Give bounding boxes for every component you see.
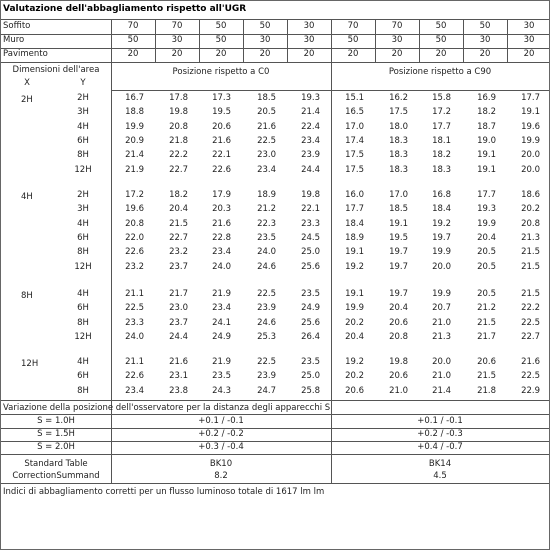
ugr-value-c0: 25.8 xyxy=(301,385,320,396)
ugr-value-c0: 25.6 xyxy=(301,261,320,272)
ugr-value-c90: 19.7 xyxy=(389,247,408,258)
row-y-label: 3H xyxy=(77,204,89,215)
ugr-value-c90: 21.2 xyxy=(477,303,496,314)
ugr-value-c90: 19.3 xyxy=(477,204,496,215)
reflectance-value: 20 xyxy=(127,49,139,59)
reflectance-value: 20 xyxy=(479,49,491,59)
ugr-value-c0: 20.8 xyxy=(169,121,188,132)
variation-c0: +0.1 / -0.1 xyxy=(198,416,244,426)
position-c0-header: Posizione rispetto a C0 xyxy=(172,67,270,77)
ugr-value-c90: 22.2 xyxy=(521,303,540,314)
ugr-value-c90: 19.6 xyxy=(521,121,540,132)
ugr-value-c0: 19.8 xyxy=(301,190,320,200)
row-y-label: 2H xyxy=(77,190,89,200)
ugr-value-c0: 23.9 xyxy=(301,150,320,161)
ugr-value-c90: 21.5 xyxy=(521,289,540,299)
reflectance-value: 70 xyxy=(347,21,359,31)
ugr-value-c90: 15.1 xyxy=(345,93,364,103)
ugr-value-c0: 23.4 xyxy=(257,164,276,175)
standard-table-c0: BK10 xyxy=(209,459,233,469)
ugr-value-c90: 19.1 xyxy=(345,289,364,299)
ugr-value-c90: 18.3 xyxy=(432,164,451,175)
ugr-value-c0: 24.9 xyxy=(212,331,231,342)
ugr-value-c0: 21.4 xyxy=(125,150,144,161)
ugr-value-c90: 21.8 xyxy=(477,385,496,396)
ugr-value-c90: 16.2 xyxy=(389,93,408,103)
ugr-value-c0: 22.6 xyxy=(125,247,144,258)
ugr-value-c90: 19.1 xyxy=(345,247,364,258)
ugr-value-c90: 21.0 xyxy=(432,317,451,328)
ugr-value-c0: 21.2 xyxy=(257,204,276,215)
reflectance-value: 50 xyxy=(259,21,271,31)
ugr-value-c0: 21.9 xyxy=(212,289,231,299)
row-divider xyxy=(1,400,549,401)
reflectance-value: 20 xyxy=(347,49,359,59)
ugr-value-c90: 19.2 xyxy=(345,357,364,367)
ugr-value-c90: 19.0 xyxy=(477,135,496,146)
ugr-value-c90: 17.0 xyxy=(389,190,408,200)
ugr-value-c0: 18.2 xyxy=(169,190,188,200)
ugr-value-c0: 19.3 xyxy=(301,93,320,103)
ugr-value-c0: 22.6 xyxy=(125,371,144,382)
ugr-value-c90: 22.5 xyxy=(521,317,540,328)
ugr-value-c0: 19.5 xyxy=(212,107,231,118)
ugr-value-c0: 17.2 xyxy=(125,190,144,200)
ugr-value-c90: 17.7 xyxy=(521,93,540,103)
ugr-value-c90: 16.8 xyxy=(432,190,451,200)
ugr-value-c0: 22.7 xyxy=(169,232,188,243)
ugr-value-c0: 25.0 xyxy=(301,247,320,258)
ugr-value-c90: 21.3 xyxy=(521,232,540,243)
column-divider xyxy=(287,19,288,62)
row-y-label: 4H xyxy=(77,357,89,367)
ugr-value-c0: 23.5 xyxy=(301,289,320,299)
variation-c0: +0.3 / -0.4 xyxy=(198,442,244,452)
ugr-value-c90: 20.2 xyxy=(345,317,364,328)
ugr-value-c90: 18.7 xyxy=(477,121,496,132)
ugr-value-c0: 25.0 xyxy=(301,371,320,382)
row-divider xyxy=(111,90,549,91)
ugr-value-c0: 21.1 xyxy=(125,289,144,299)
ugr-value-c90: 19.9 xyxy=(432,247,451,258)
row-divider xyxy=(1,62,549,63)
reflectance-value: 30 xyxy=(259,35,271,45)
ugr-value-c0: 20.4 xyxy=(169,204,188,215)
ugr-value-c0: 22.5 xyxy=(125,303,144,314)
ugr-value-c90: 19.1 xyxy=(389,218,408,229)
ugr-value-c90: 21.5 xyxy=(521,247,540,258)
reflectance-value: 30 xyxy=(479,35,491,45)
variation-c90: +0.2 / -0.3 xyxy=(417,429,463,439)
position-c90-header: Posizione rispetto a C90 xyxy=(388,67,492,77)
ugr-value-c90: 18.3 xyxy=(389,164,408,175)
ugr-value-c0: 24.4 xyxy=(169,331,188,342)
ugr-value-c0: 21.8 xyxy=(169,135,188,146)
ugr-value-c90: 19.1 xyxy=(521,107,540,118)
ugr-value-c0: 23.4 xyxy=(212,303,231,314)
x-axis-label: X xyxy=(24,78,30,88)
ugr-value-c0: 22.7 xyxy=(169,164,188,175)
ugr-value-c0: 23.0 xyxy=(169,303,188,314)
ugr-value-c90: 20.4 xyxy=(389,303,408,314)
y-axis-label: Y xyxy=(80,78,86,88)
ugr-value-c0: 21.9 xyxy=(125,164,144,175)
column-divider xyxy=(507,19,508,62)
ugr-value-c0: 21.6 xyxy=(212,218,231,229)
ugr-value-c90: 20.4 xyxy=(345,331,364,342)
reflectance-value: 70 xyxy=(127,21,139,31)
reflectance-value: 20 xyxy=(523,49,535,59)
ugr-value-c0: 24.6 xyxy=(257,317,276,328)
ugr-value-c90: 16.9 xyxy=(477,93,496,103)
ugr-value-c90: 20.8 xyxy=(389,331,408,342)
ugr-value-c0: 18.9 xyxy=(257,190,276,200)
ugr-value-c0: 17.9 xyxy=(212,190,231,200)
column-divider xyxy=(419,19,420,62)
ugr-value-c90: 20.6 xyxy=(477,357,496,367)
ugr-value-c90: 19.9 xyxy=(521,135,540,146)
ugr-value-c0: 18.8 xyxy=(125,107,144,118)
ugr-value-c90: 20.0 xyxy=(432,261,451,272)
ugr-value-c90: 22.9 xyxy=(521,385,540,396)
ugr-value-c90: 22.7 xyxy=(521,331,540,342)
ugr-value-c0: 24.0 xyxy=(212,261,231,272)
ugr-value-c90: 20.2 xyxy=(345,371,364,382)
ugr-value-c0: 20.3 xyxy=(212,204,231,215)
ugr-value-c90: 18.2 xyxy=(477,107,496,118)
ugr-value-c90: 18.3 xyxy=(389,135,408,146)
ugr-value-c90: 20.7 xyxy=(432,303,451,314)
ugr-value-c90: 21.5 xyxy=(477,317,496,328)
correction-c0: 8.2 xyxy=(214,471,228,481)
column-divider xyxy=(375,19,376,62)
ugr-value-c90: 18.3 xyxy=(389,150,408,161)
ugr-value-c90: 20.6 xyxy=(345,385,364,396)
reflectance-value: 30 xyxy=(523,21,535,31)
reflectance-value: 20 xyxy=(435,49,447,59)
ugr-value-c90: 21.5 xyxy=(521,261,540,272)
reflectance-value: 50 xyxy=(435,21,447,31)
ugr-value-c90: 20.6 xyxy=(389,317,408,328)
ugr-value-c90: 21.0 xyxy=(389,385,408,396)
row-divider xyxy=(1,454,549,455)
ugr-value-c0: 19.9 xyxy=(125,121,144,132)
correction-label: CorrectionSummand xyxy=(12,471,100,481)
ugr-value-c0: 22.6 xyxy=(212,164,231,175)
ugr-value-c90: 17.5 xyxy=(389,107,408,118)
ugr-value-c0: 23.7 xyxy=(169,261,188,272)
ugr-value-c0: 19.8 xyxy=(169,107,188,118)
ugr-value-c0: 21.6 xyxy=(212,135,231,146)
variation-c0: +0.2 / -0.2 xyxy=(198,429,244,439)
ugr-value-c90: 17.2 xyxy=(432,107,451,118)
row-y-label: 4H xyxy=(77,289,89,299)
ugr-value-c90: 19.9 xyxy=(432,289,451,299)
ugr-value-c0: 23.9 xyxy=(257,303,276,314)
column-divider xyxy=(463,19,464,62)
ugr-value-c90: 20.6 xyxy=(389,371,408,382)
ugr-value-c90: 19.7 xyxy=(389,289,408,299)
ugr-value-c90: 18.4 xyxy=(432,204,451,215)
ugr-value-c90: 21.4 xyxy=(432,385,451,396)
reflectance-value: 70 xyxy=(171,21,183,31)
ugr-value-c0: 23.4 xyxy=(301,135,320,146)
group-x-label: 4H xyxy=(21,192,33,202)
ugr-value-c0: 22.3 xyxy=(257,218,276,229)
ugr-value-c90: 17.5 xyxy=(345,150,364,161)
ugr-value-c90: 20.4 xyxy=(477,232,496,243)
ugr-value-c0: 23.1 xyxy=(169,371,188,382)
ugr-value-c90: 21.3 xyxy=(432,331,451,342)
ugr-value-c90: 21.7 xyxy=(477,331,496,342)
row-y-label: 6H xyxy=(77,135,89,146)
ugr-value-c0: 21.5 xyxy=(169,218,188,229)
ugr-value-c90: 17.7 xyxy=(432,121,451,132)
group-x-label: 8H xyxy=(21,291,33,301)
ugr-value-c0: 22.1 xyxy=(212,150,231,161)
reflectance-label: Soffito xyxy=(3,21,31,31)
ugr-value-c90: 22.5 xyxy=(521,371,540,382)
ugr-value-c0: 17.3 xyxy=(212,93,231,103)
ugr-value-c0: 22.0 xyxy=(125,232,144,243)
ugr-value-c90: 20.2 xyxy=(521,204,540,215)
column-divider xyxy=(243,19,244,62)
column-divider xyxy=(199,19,200,62)
ugr-value-c0: 21.9 xyxy=(212,357,231,367)
ugr-value-c0: 22.5 xyxy=(257,289,276,299)
reflectance-value: 20 xyxy=(391,49,403,59)
ugr-value-c0: 19.6 xyxy=(125,204,144,215)
ugr-value-c90: 20.8 xyxy=(521,218,540,229)
ugr-value-c90: 18.6 xyxy=(521,190,540,200)
row-y-label: 4H xyxy=(77,218,89,229)
ugr-value-c90: 19.9 xyxy=(345,303,364,314)
ugr-value-c0: 21.4 xyxy=(301,107,320,118)
ugr-value-c90: 19.7 xyxy=(389,261,408,272)
reflectance-value: 30 xyxy=(303,21,315,31)
reflectance-value: 20 xyxy=(259,49,271,59)
ugr-value-c0: 22.5 xyxy=(257,135,276,146)
ugr-value-c90: 19.8 xyxy=(389,357,408,367)
reflectance-value: 30 xyxy=(303,35,315,45)
ugr-value-c0: 24.0 xyxy=(125,331,144,342)
ugr-value-c0: 24.9 xyxy=(301,303,320,314)
ugr-value-c90: 15.8 xyxy=(432,93,451,103)
ugr-value-c0: 24.3 xyxy=(212,385,231,396)
ugr-value-c90: 19.1 xyxy=(477,164,496,175)
ugr-value-c90: 19.2 xyxy=(432,218,451,229)
row-y-label: 12H xyxy=(74,331,92,342)
ugr-value-c0: 24.4 xyxy=(301,164,320,175)
reflectance-value: 50 xyxy=(479,21,491,31)
ugr-value-c90: 19.5 xyxy=(389,232,408,243)
dimensions-header: Dimensioni dell'area xyxy=(12,65,100,75)
ugr-value-c90: 21.6 xyxy=(521,357,540,367)
standard-table-label: Standard Table xyxy=(24,459,88,469)
ugr-value-c0: 23.4 xyxy=(125,385,144,396)
ugr-value-c90: 16.5 xyxy=(345,107,364,118)
ugr-value-c90: 19.9 xyxy=(477,218,496,229)
reflectance-value: 50 xyxy=(435,35,447,45)
reflectance-value: 30 xyxy=(171,35,183,45)
ugr-value-c0: 22.4 xyxy=(301,121,320,132)
group-x-label: 2H xyxy=(21,95,33,105)
ugr-value-c0: 23.2 xyxy=(125,261,144,272)
variation-c90: +0.1 / -0.1 xyxy=(417,416,463,426)
ugr-value-c0: 23.9 xyxy=(257,371,276,382)
ugr-value-c0: 21.7 xyxy=(169,289,188,299)
row-y-label: 8H xyxy=(77,317,89,328)
column-divider xyxy=(111,19,112,62)
row-y-label: 6H xyxy=(77,303,89,314)
ugr-value-c0: 26.4 xyxy=(301,331,320,342)
row-y-label: 8H xyxy=(77,150,89,161)
ugr-value-c90: 17.0 xyxy=(345,121,364,132)
ugr-value-c90: 18.9 xyxy=(345,232,364,243)
ugr-value-c0: 22.2 xyxy=(169,150,188,161)
variation-header: Variazione della posizione dell'osservatore per la distanza degli apparecchi S xyxy=(3,403,331,413)
ugr-value-c0: 21.6 xyxy=(169,357,188,367)
reflectance-value: 70 xyxy=(391,21,403,31)
ugr-value-c90: 20.5 xyxy=(477,289,496,299)
ugr-value-c0: 20.5 xyxy=(257,107,276,118)
row-divider xyxy=(1,414,549,415)
ugr-value-c0: 22.8 xyxy=(212,232,231,243)
ugr-value-c90: 16.0 xyxy=(345,190,364,200)
ugr-value-c0: 20.6 xyxy=(212,121,231,132)
ugr-value-c90: 19.7 xyxy=(432,232,451,243)
ugr-value-c0: 23.5 xyxy=(212,371,231,382)
ugr-value-c90: 19.1 xyxy=(477,150,496,161)
ugr-value-c0: 22.5 xyxy=(257,357,276,367)
ugr-value-c0: 21.6 xyxy=(257,121,276,132)
ugr-value-c90: 17.4 xyxy=(345,135,364,146)
ugr-value-c0: 23.0 xyxy=(257,150,276,161)
reflectance-value: 20 xyxy=(215,49,227,59)
ugr-value-c90: 20.5 xyxy=(477,261,496,272)
ugr-value-c0: 23.4 xyxy=(212,247,231,258)
ugr-value-c0: 23.5 xyxy=(257,232,276,243)
row-divider xyxy=(1,483,549,484)
ugr-value-c90: 21.0 xyxy=(432,371,451,382)
ugr-value-c0: 24.7 xyxy=(257,385,276,396)
reflectance-value: 20 xyxy=(171,49,183,59)
ugr-value-c0: 23.5 xyxy=(301,357,320,367)
ugr-value-c90: 17.7 xyxy=(477,190,496,200)
ugr-value-c0: 18.5 xyxy=(257,93,276,103)
ugr-value-c0: 23.7 xyxy=(169,317,188,328)
ugr-value-c90: 19.2 xyxy=(345,261,364,272)
ugr-value-c0: 24.6 xyxy=(257,261,276,272)
row-y-label: 12H xyxy=(74,261,92,272)
reflectance-value: 30 xyxy=(391,35,403,45)
group-x-label: 12H xyxy=(21,359,39,369)
ugr-value-c90: 20.0 xyxy=(432,357,451,367)
reflectance-value: 50 xyxy=(127,35,139,45)
ugr-value-c90: 18.0 xyxy=(389,121,408,132)
ugr-value-c0: 24.1 xyxy=(212,317,231,328)
ugr-value-c0: 23.3 xyxy=(125,317,144,328)
row-y-label: 6H xyxy=(77,371,89,382)
ugr-value-c0: 20.9 xyxy=(125,135,144,146)
row-y-label: 3H xyxy=(77,107,89,118)
row-divider xyxy=(1,19,549,20)
ugr-value-c90: 21.5 xyxy=(477,371,496,382)
variation-label: S = 2.0H xyxy=(37,442,75,452)
reflectance-value: 50 xyxy=(215,21,227,31)
ugr-value-c0: 25.3 xyxy=(257,331,276,342)
reflectance-label: Pavimento xyxy=(3,49,48,59)
row-y-label: 2H xyxy=(77,93,89,103)
reflectance-value: 50 xyxy=(215,35,227,45)
ugr-value-c0: 20.8 xyxy=(125,218,144,229)
column-divider xyxy=(331,19,332,62)
ugr-value-c90: 18.2 xyxy=(432,150,451,161)
ugr-value-c90: 20.0 xyxy=(521,164,540,175)
ugr-value-c90: 18.1 xyxy=(432,135,451,146)
ugr-value-c90: 17.7 xyxy=(345,204,364,215)
reflectance-label: Muro xyxy=(3,35,25,45)
row-y-label: 4H xyxy=(77,121,89,132)
footer-note: Indici di abbagliamento corretti per un flusso luminoso totale di 1617 lm lm xyxy=(3,487,325,497)
ugr-value-c0: 22.1 xyxy=(301,204,320,215)
row-y-label: 8H xyxy=(77,385,89,396)
column-divider xyxy=(155,19,156,62)
ugr-value-c90: 18.4 xyxy=(345,218,364,229)
ugr-value-c0: 24.0 xyxy=(257,247,276,258)
ugr-value-c90: 20.5 xyxy=(477,247,496,258)
ugr-value-c90: 20.0 xyxy=(521,150,540,161)
reflectance-value: 50 xyxy=(347,35,359,45)
ugr-value-c0: 23.2 xyxy=(169,247,188,258)
table-title: Valutazione dell'abbagliamento rispetto all'UGR xyxy=(3,4,247,14)
ugr-value-c90: 17.5 xyxy=(345,164,364,175)
ugr-value-c90: 18.5 xyxy=(389,204,408,215)
ugr-value-c0: 23.8 xyxy=(169,385,188,396)
row-y-label: 12H xyxy=(74,164,92,175)
variation-label: S = 1.0H xyxy=(37,416,75,426)
ugr-value-c0: 25.6 xyxy=(301,317,320,328)
variation-c90: +0.4 / -0.7 xyxy=(417,442,463,452)
ugr-value-c0: 23.3 xyxy=(301,218,320,229)
variation-label: S = 1.5H xyxy=(37,429,75,439)
reflectance-value: 20 xyxy=(303,49,315,59)
correction-c90: 4.5 xyxy=(433,471,447,481)
ugr-value-c0: 17.8 xyxy=(169,93,188,103)
ugr-value-c0: 24.5 xyxy=(301,232,320,243)
row-y-label: 6H xyxy=(77,232,89,243)
ugr-value-c0: 16.7 xyxy=(125,93,144,103)
reflectance-value: 30 xyxy=(523,35,535,45)
standard-table-c90: BK14 xyxy=(428,459,452,469)
ugr-value-c0: 21.1 xyxy=(125,357,144,367)
row-y-label: 8H xyxy=(77,247,89,258)
